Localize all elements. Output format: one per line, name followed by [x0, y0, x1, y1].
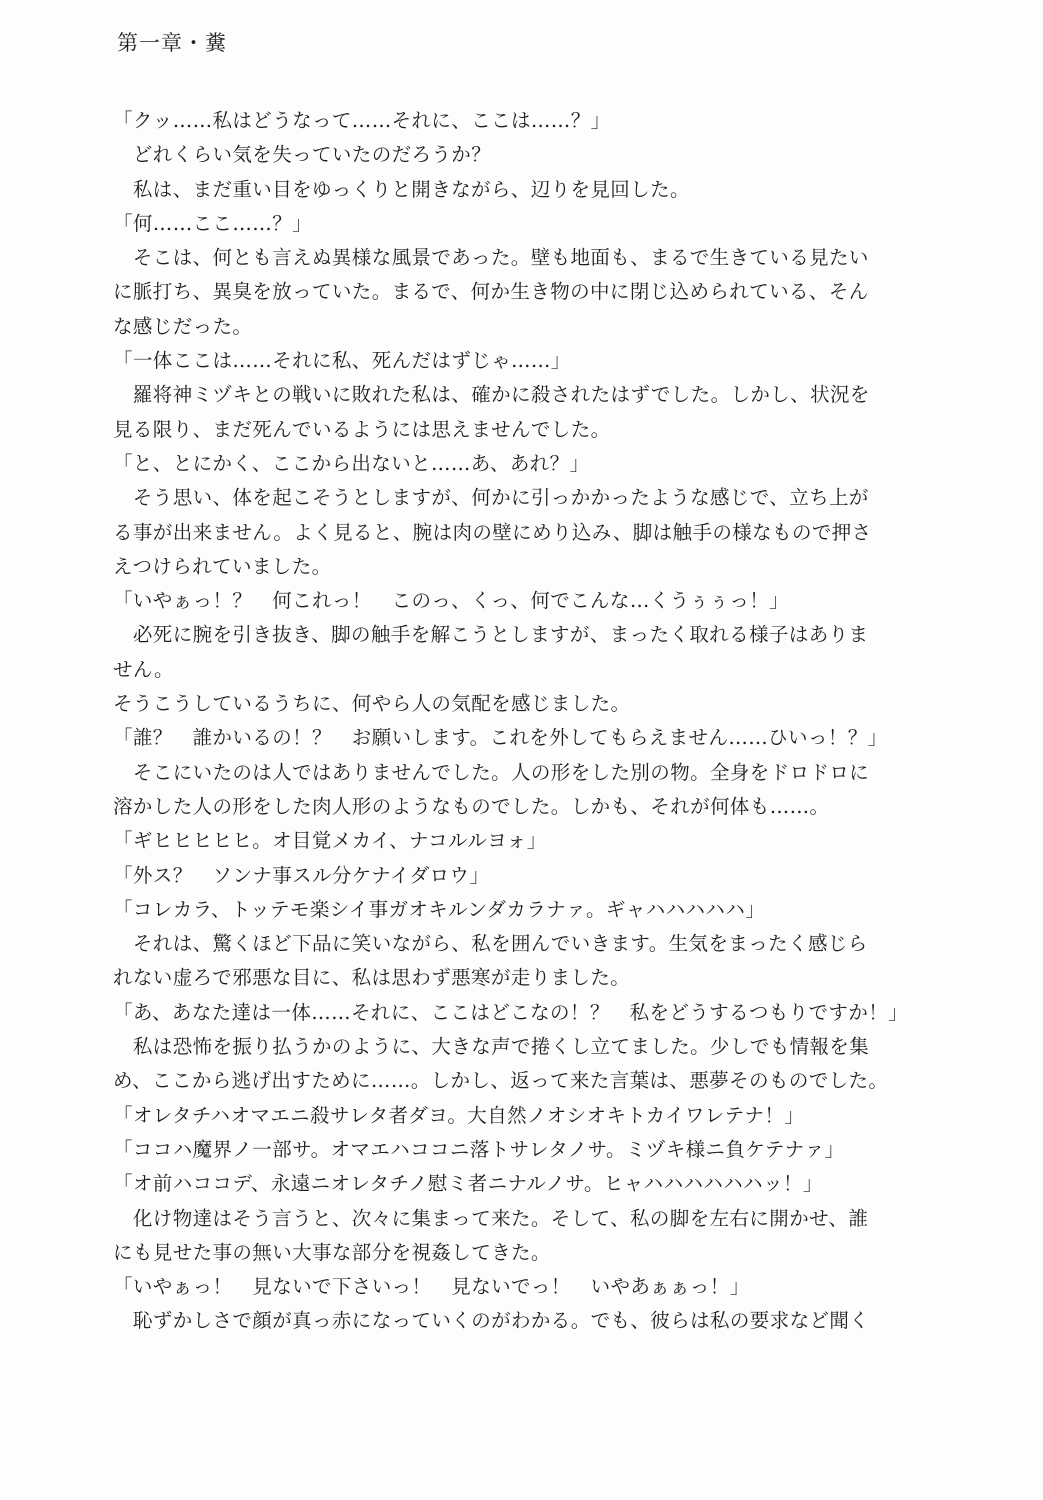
text-line: 私は、まだ重い目をゆっくりと開きながら、辺りを見回した。: [113, 177, 690, 201]
text-line: どれくらい気を失っていたのだろうか？: [113, 143, 492, 167]
text-line: る事が出来ません。よく見ると、腕は肉の壁にめり込み、脚は触手の様なもので押さ: [113, 520, 872, 544]
text-line: そこにいたのは人ではありませんでした。人の形をした別の物。全身をドロドロに: [113, 760, 870, 784]
text-line: 「コレカラ、トッテモ楽シイ事ガオキルンダカラナァ。ギャハハハハハ」: [113, 897, 766, 921]
text-line: め、ここから逃げ出すために……。しかし、返って来た言葉は、悪夢そのものでした。: [113, 1069, 889, 1093]
text-line: 「オレタチハオマエニ殺サレタ者ダヨ。大自然ノオシオキトカイワレテナ！」: [113, 1103, 805, 1127]
text-line: 「誰？ 誰かいるの！？ お願いします。これを外してもらえません……ひいっ！？」: [113, 726, 888, 750]
text-line: そこは、何とも言えぬ異様な風景であった。壁も地面も、まるで生きている見たい: [113, 246, 869, 270]
text-line: 溶かした人の形をした肉人形のようなものでした。しかも、それが何体も……。: [113, 794, 830, 818]
text-line: 羅将神ミヅキとの戦いに敗れた私は、確かに殺されたはずでした。しかし、状況を: [113, 383, 870, 407]
text-line: 「いやぁっ！？ 何これっ！ このっ、くっ、何でこんな…くうぅぅっ！」: [113, 589, 790, 613]
text-line: 恥ずかしさで顔が真っ赤になっていくのがわかる。でも、彼らは私の要求など聞く: [113, 1309, 870, 1333]
text-line: 私は恐怖を振り払うかのように、大きな声で捲くし立てました。少しでも情報を集: [113, 1035, 870, 1059]
text-line: 「外ス？ ソンナ事スル分ケナイダロウ」: [113, 863, 490, 887]
text-line: えつけられていました。: [113, 554, 332, 578]
text-line: それは、驚くほど下品に笑いながら、私を囲んでいきます。生気をまったく感じら: [113, 932, 868, 956]
text-line: な感じだった。: [113, 314, 253, 338]
text-line: 「一体ここは……それに私、死んだはずじゃ……」: [113, 349, 571, 373]
text-line: にも見せた事の無い大事な部分を視姦してきた。: [113, 1240, 551, 1264]
text-line: 「あ、あなた達は一体……それに、ここはどこなの！？ 私をどうするつもりですか！」: [113, 1000, 909, 1024]
text-line: そうこうしているうちに、何やら人の気配を感じました。: [113, 692, 631, 716]
text-line: 「ギヒヒヒヒヒ。オ目覚メカイ、ナコルルヨォ」: [113, 829, 547, 853]
text-line: 「何……ここ……？」: [113, 211, 313, 235]
text-line: 「ココハ魔界ノ一部サ。オマエハココニ落トサレタノサ。ミヅキ様ニ負ケテナァ」: [113, 1137, 845, 1161]
text-line: 「と、とにかく、ここから出ないと……あ、あれ？」: [113, 451, 590, 475]
text-line: 「いやぁっ！ 見ないで下さいっ！ 見ないでっ！ いやあぁぁっ！」: [113, 1275, 750, 1299]
text-line: せん。: [113, 657, 174, 681]
text-line: 見る限り、まだ死んでいるようには思えませんでした。: [113, 417, 611, 441]
body-text: [113, 104, 953, 1339]
text-line: 「クッ……私はどうなって……それに、ここは……？」: [113, 109, 611, 132]
text-line: に脈打ち、異臭を放っていた。まるで、何か生き物の中に閉じ込められている、そん: [113, 280, 869, 304]
text-line: れない虚ろで邪悪な目に、私は思わず悪寒が走りました。: [113, 966, 631, 990]
text-line: 必死に腕を引き抜き、脚の触手を解こうとしますが、まったく取れる様子はありま: [113, 623, 869, 647]
text-line: 化け物達はそう言うと、次々に集まって来た。そして、私の脚を左右に開かせ、誰: [113, 1206, 869, 1230]
chapter-title: 第一章・糞: [117, 31, 227, 55]
text-line: そう思い、体を起こそうとしますが、何かに引っかかったような感じで、立ち上が: [113, 486, 869, 510]
text-line: 「オ前ハココデ、永遠ニオレタチノ慰ミ者ニナルノサ。ヒャハハハハハハッ！」: [113, 1172, 823, 1196]
